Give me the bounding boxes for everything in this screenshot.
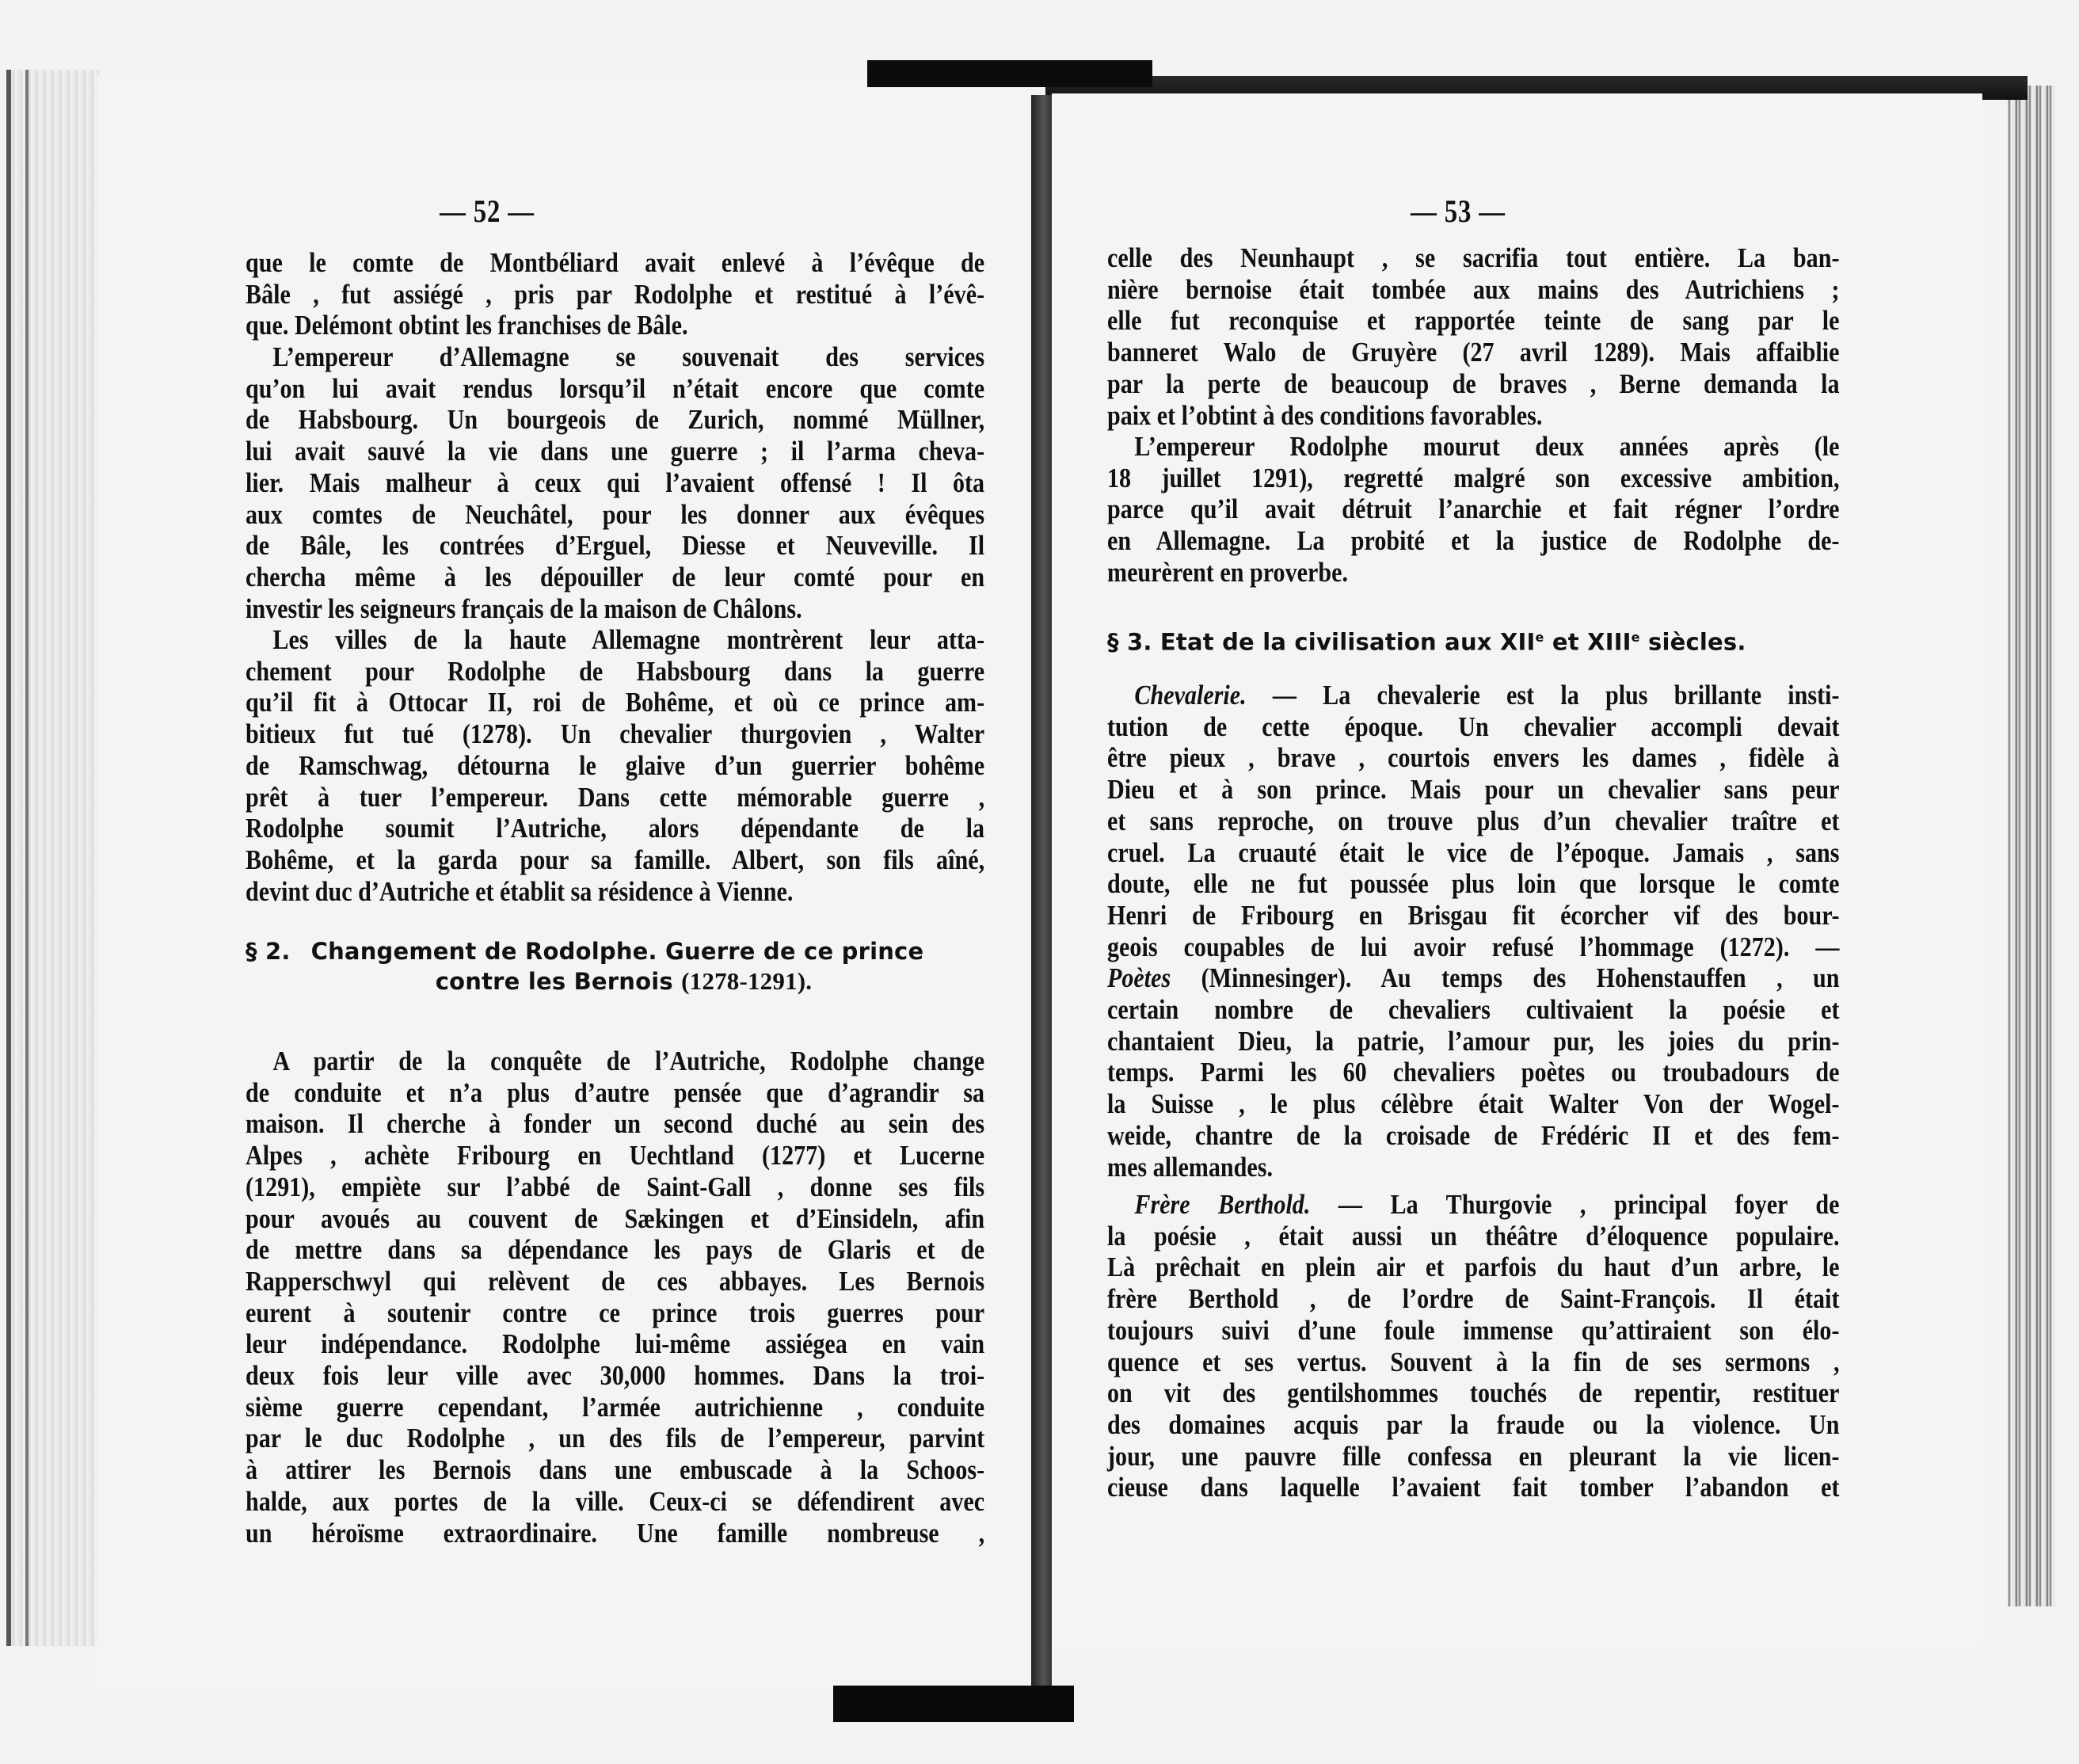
text-line: Henri de Fribourg en Brisgau fit écorcher vif des bour- xyxy=(1107,899,1840,931)
text-line: cieuse dans laquelle l’avaient fait tomber l’abandon et xyxy=(1107,1472,1840,1503)
text-line: banneret Walo de Gruyère (27 avril 1289). Mais affaiblie xyxy=(1107,337,1840,368)
text-line: toujours suivi d’une foule immense qu’attiraient son élo- xyxy=(1107,1314,1840,1346)
right-page-stack-edge xyxy=(2008,86,2055,1606)
text-line: aux comtes de Neuchâtel, pour les donner aux évêques xyxy=(246,498,985,530)
text-line: de mettre dans sa dépendance les pays de Glaris et de xyxy=(246,1234,985,1266)
text-line: A partir de la conquête de l’Autriche, Rodolphe change xyxy=(272,1046,985,1076)
text-line: certain nombre de chevaliers cultivaient la poésie et xyxy=(1107,994,1840,1026)
text-line: de Habsbourg. Un bourgeois de Zurich, nommé Müllner, xyxy=(246,404,985,436)
text-line: Bâle , fut assiégé , pris par Rodolphe et restitué à l’évê- xyxy=(246,278,985,310)
text-line: la poésie , était aussi un théâtre d’éloquence populaire. xyxy=(1107,1220,1840,1252)
text-run: — La Thurgovie , principal foyer de xyxy=(1310,1189,1840,1220)
text-line: L’empereur Rodolphe mourut deux années après (le xyxy=(1134,431,1840,462)
text-line: L’empereur d’Allemagne se souvenait des services xyxy=(272,341,985,372)
text-line: 18 juillet 1291), regretté malgré son excessive ambition, xyxy=(1107,462,1840,493)
text-line: à attirer les Bernois dans une embuscade à la Schoos- xyxy=(246,1454,985,1486)
text-line: sième guerre cependant, l’armée autrichienne , conduite xyxy=(246,1391,985,1423)
run-in-title-poetes: Poètes xyxy=(1107,962,1171,994)
text-line: Bohême, et la garda pour sa famille. Albert, son fils aîné, xyxy=(246,844,985,875)
text-line: Rodolphe soumit l’Autriche, alors dépendante de la xyxy=(246,813,985,844)
text-line: quence et ses vertus. Souvent à la fin de ses sermons , xyxy=(1107,1346,1840,1377)
text-line: maison. Il cherche à fonder un second duché au sein des xyxy=(246,1108,985,1140)
text-line: deux fois leur ville avec 30,000 hommes. Dans la troi- xyxy=(246,1360,985,1392)
section-3-heading xyxy=(1107,623,1844,657)
text-line: Les villes de la haute Allemagne montrèrent leur atta- xyxy=(272,624,985,655)
text-line: de Ramschwag, détourna le glaive d’un guerrier bohême xyxy=(246,749,985,781)
century-superscript: e xyxy=(1631,630,1640,645)
run-in-title-frere-berthold: Frère Berthold. xyxy=(1134,1189,1311,1220)
text-line: cruel. La cruauté était le vice de l’époque. Jamais , sans xyxy=(1107,836,1840,868)
text-line: pour avoués au couvent de Sækingen et d’Einsideln, afin xyxy=(246,1202,985,1234)
text-line: eurent à soutenir contre ce prince trois guerres pour xyxy=(246,1297,985,1328)
text-line: que. Delémont obtint les franchises de Bâle. xyxy=(246,310,688,341)
chevalerie-paragraph xyxy=(1107,680,1840,1183)
text-line: parce qu’il avait détruit l’anarchie et fait régner l’ordre xyxy=(1107,493,1840,525)
text-line: devint duc d’Autriche et établit sa résidence à Vienne. xyxy=(246,875,794,907)
section-title-text: et xyxy=(1544,628,1588,656)
left-page xyxy=(97,75,1031,1691)
text-line: lier. Mais malheur à ceux qui l’avaient offensé ! Il ôta xyxy=(246,467,985,498)
page-number-53: — 53 — xyxy=(1411,193,1506,229)
text-line: qu’on lui avait rendus lorsqu’il n’était encore que comte xyxy=(246,372,985,404)
text-line: chantaient Dieu, la patrie, l’amour pur, les joies du prin- xyxy=(1107,1025,1840,1057)
text-line: Là prêchait en plein air et parfois du haut d’un arbre, le xyxy=(1107,1252,1840,1283)
right-page xyxy=(1052,93,1982,1646)
page-number-52: — 52 — xyxy=(440,193,535,229)
century-12: XII xyxy=(1500,628,1536,656)
text-line: meurèrent en proverbe. xyxy=(1107,556,1348,588)
text-line: jour, une pauvre fille confessa en pleurant la vie licen- xyxy=(1107,1440,1840,1472)
left-paragraph-2 xyxy=(246,341,984,624)
text-line: weide, chantre de la croisade de Frédéric II et des fem- xyxy=(1107,1119,1840,1151)
text-line: bitieux fut tué (1278). Un chevalier thurgovien , Walter xyxy=(246,718,985,750)
century-13: XIII xyxy=(1587,628,1632,656)
right-paragraph-1 xyxy=(1107,242,1840,431)
frere-berthold-paragraph xyxy=(1107,1189,1840,1503)
text-line: de Bâle, les contrées d’Erguel, Diesse et Neuveville. Il xyxy=(246,530,985,562)
left-paragraph-4 xyxy=(246,1046,984,1549)
text-line: chement pour Rodolphe de Habsbourg dans la guerre xyxy=(246,655,985,687)
text-line: mes allemandes. xyxy=(1107,1151,1274,1183)
text-line: des domaines acquis par la fraude ou la violence. Un xyxy=(1107,1408,1840,1440)
text-line: prêt à tuer l’empereur. Dans cette mémorable guerre , xyxy=(246,781,985,813)
text-line: par la perte de beaucoup de braves , Berne demanda la xyxy=(1107,368,1840,399)
text-line: être pieux , brave , courtois envers les dames , fidèle à xyxy=(1107,742,1840,774)
text-line: tution de cette époque. Un chevalier accompli devait xyxy=(1107,711,1840,742)
text-line xyxy=(1107,1189,1840,1221)
text-line: investir les seigneurs français de la maison de Châlons. xyxy=(246,592,802,624)
right-paragraph-2 xyxy=(1107,431,1840,589)
text-line: et sans reproche, on trouve plus d’un chevalier traître et xyxy=(1107,805,1840,836)
left-paragraph-1 xyxy=(246,247,984,341)
text-line: Rapperschwyl qui relèvent de ces abbayes. Les Bernois xyxy=(246,1265,985,1297)
left-page-stack-edge xyxy=(6,70,100,1646)
top-clip-bar xyxy=(867,60,1152,87)
text-line: nière bernoise était tombée aux mains des Autrichiens ; xyxy=(1107,273,1840,305)
text-line: qu’il fit à Ottocar II, roi de Bohême, et où ce prince am- xyxy=(246,687,985,718)
text-line: paix et l’obtint à des conditions favorables. xyxy=(1107,399,1543,431)
text-line: (1291), empiète sur l’abbé de Saint-Gall , donne ses fils xyxy=(246,1171,985,1202)
text-line: frère Berthold , de l’ordre de Saint-François. Il était xyxy=(1107,1283,1840,1315)
text-line xyxy=(1107,962,1840,994)
text-line: elle fut reconquise et rapportée teinte de sang par le xyxy=(1107,305,1840,337)
text-line: un héroïsme extraordinaire. Une famille nombreuse , xyxy=(246,1517,985,1549)
text-line: en Allemagne. La probité et la justice de Rodolphe de- xyxy=(1107,525,1840,557)
text-line: temps. Parmi les 60 chevaliers poètes ou troubadours de xyxy=(1107,1057,1840,1088)
section-number: § 2. xyxy=(246,938,291,965)
text-line: lui avait sauvé la vie dans une guerre ; il l’arma cheva- xyxy=(246,436,985,467)
text-line: la Suisse , le plus célèbre était Walter Von der Wogel- xyxy=(1107,1088,1840,1120)
section-title-line-2: contre les Bernois xyxy=(435,968,673,995)
text-line: par le duc Rodolphe , un des fils de l’empereur, parvint xyxy=(246,1423,985,1454)
section-dates: (1278-1291). xyxy=(681,967,813,995)
section-title-text: Etat de la civilisation aux xyxy=(1159,628,1500,656)
text-line: halde, aux portes de la ville. Ceux-ci se défendirent avec xyxy=(246,1485,985,1517)
text-line: Dieu et à son prince. Mais pour un chevalier sans peur xyxy=(1107,774,1840,806)
text-run: — La chevalerie est la plus brillante insti- xyxy=(1246,680,1840,711)
text-line: que le comte de Montbéliard avait enlevé à l’évêque de xyxy=(246,247,985,278)
text-line: leur indépendance. Rodolphe lui-même assiégea en vain xyxy=(246,1328,985,1360)
bottom-clip-bar xyxy=(833,1686,1074,1722)
text-line: doute, elle ne fut poussée plus loin que lorsque le comte xyxy=(1107,868,1840,900)
section-title-line-1: Changement de Rodolphe. Guerre de ce prince xyxy=(310,938,924,965)
text-line xyxy=(1107,680,1840,711)
text-line: de conduite et n’a plus d’autre pensée que d’agrandir sa xyxy=(246,1076,985,1108)
century-superscript: e xyxy=(1535,630,1544,645)
text-line: chercha même à les dépouiller de leur comté pour en xyxy=(246,561,985,592)
left-paragraph-3 xyxy=(246,624,984,907)
section-2-heading xyxy=(246,936,986,996)
section-title-text: siècles. xyxy=(1639,628,1746,656)
book-gutter xyxy=(1031,95,1052,1691)
run-in-title-chevalerie: Chevalerie. xyxy=(1134,680,1247,711)
section-number: § 3. xyxy=(1107,628,1152,656)
text-line: celle des Neunhaupt , se sacrifia tout entière. La ban- xyxy=(1107,242,1840,273)
text-line: geois coupables de lui avoir refusé l’hommage (1272). — xyxy=(1107,931,1840,962)
text-line: Alpes , achète Fribourg en Uechtland (1277) et Lucerne xyxy=(246,1140,985,1172)
text-line: on vit des gentilshommes touchés de repentir, restituer xyxy=(1107,1377,1840,1409)
text-run: (Minnesinger). Au temps des Hohenstauffen , un xyxy=(1171,962,1840,994)
